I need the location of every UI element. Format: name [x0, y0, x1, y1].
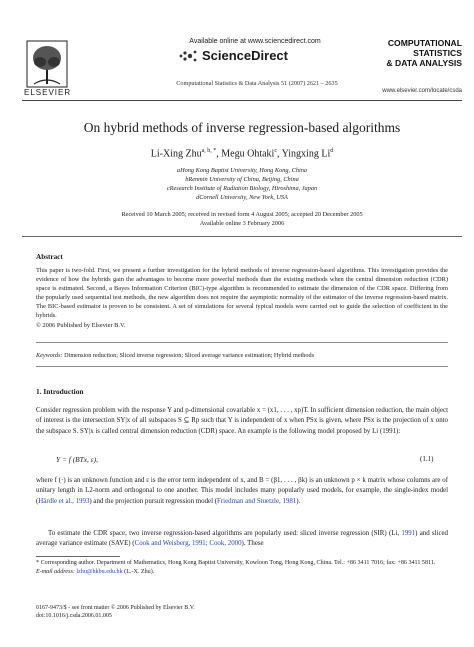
available-online-date: Available online 3 February 2006: [199, 220, 285, 227]
affiliation-d: dCornell University, New York, USA: [196, 194, 288, 201]
author-3-affil: d: [330, 148, 334, 154]
intro-paragraph-1: Consider regression problem with the response Y and p-dimensional covariable x = (x1, . . . , xp)T. In sufficient dimension reduction, the main object of interest is the intersection SY|x of all subspaces S ⊆ Rp such that Y is independent of x when PSx is given, where PSx is the projection of x onto the subspace S. SY|x is called central dimension reduction (CDR) space. An example is the following model proposed by Li (1991):: [36, 407, 448, 435]
footnote: [36, 559, 448, 577]
author-2: , Megu Ohtaki: [216, 148, 275, 160]
affiliation-c: cResearch Institute of Radiation Biology, Hiroshima, Japan: [166, 185, 318, 192]
brand-line-2: STATISTICS: [413, 48, 462, 58]
author-2-affil: c: [274, 148, 277, 154]
author-1-affil: a, b, *: [201, 148, 217, 154]
email-suffix: (L.-X. Zhu).: [122, 568, 155, 575]
available-online-text: Available online at www.sciencedirect.com: [189, 38, 321, 45]
sciencedirect-wordmark: ScienceDirect: [202, 48, 288, 63]
citation-link-hardle[interactable]: Härdle et al., 1993: [38, 497, 90, 505]
citation-link-cook[interactable]: Cook and Weisberg, 1991; Cook, 2000: [134, 540, 242, 548]
journal-brand-title: [362, 38, 462, 68]
abstract-heading: Abstract: [36, 253, 63, 261]
brand-line-3: & DATA ANALYSIS: [386, 58, 462, 68]
p2-text-a: where f (·) is an unknown function and ε is the error term independent of x, and B = (β1, . . . , βk) is an unknown p × k matrix whose columns are of unitary length in L2-norm and orthogonal to one another. This model includes many popularly used models, for example, the single-index model (: [36, 477, 448, 505]
email-line: [36, 568, 448, 577]
journal-url-link[interactable]: www.elsevier.com/locate/csda: [382, 88, 462, 94]
equation-number: (1.1): [420, 455, 434, 463]
p3-text-a: To estimate the CDR space, two inverse regression-based algorithms are popularly used: sliced inverse regression (SIR) (Li,: [48, 530, 402, 537]
section-heading-introduction: 1. Introduction: [36, 387, 84, 396]
intro-paragraph-3: [36, 529, 448, 550]
header-divider: [22, 100, 462, 101]
footnote-divider: [36, 556, 120, 557]
affiliation-b: bRenmin University of China, Beijing, China: [185, 176, 299, 183]
p2-text-c: ).: [296, 497, 301, 505]
abstract-body: [36, 266, 448, 330]
email-label: E-mail address:: [36, 568, 75, 575]
intro-paragraph-2: [36, 476, 448, 507]
keywords-divider: [36, 366, 448, 367]
abstract-copyright: © 2006 Published by Elsevier B.V.: [36, 321, 126, 329]
elsevier-tree-logo: [26, 40, 68, 92]
author-list: [22, 148, 462, 159]
equation-1-1: Y = f (BTx, ε),: [56, 455, 98, 464]
citation-link-friedman[interactable]: Friedman and Stuetzle, 1981: [217, 497, 297, 505]
p3-text-b: ) and sliced average variance estimate (SAVE) (: [36, 530, 449, 548]
author-1: Li-Xing Zhu: [150, 148, 202, 160]
issn-line: 0167-9473/$ - see front matter © 2006 Published by Elsevier B.V.: [36, 605, 195, 611]
doi-line: doi:10.1016/j.csda.2006.01.005: [36, 613, 112, 620]
journal-citation: Computational Statistics & Data Analysis 51 (2007) 2621 – 2635: [176, 80, 338, 87]
publication-meta: [36, 604, 195, 621]
sciencedirect-dots-icon: [178, 49, 200, 63]
keywords-text: Dimension reduction; Sliced inverse regression; Sliced average variance estimation; Hybrid methods: [62, 352, 314, 359]
abstract-bottom-divider: [36, 342, 448, 343]
p2-text-b: ) and the projection pursuit regression model (: [89, 497, 218, 505]
email-link[interactable]: lzhu@hkbu.edu.hk: [76, 568, 123, 575]
p3-text-c: ). These: [241, 540, 264, 548]
brand-line-1: COMPUTATIONAL: [387, 38, 462, 48]
abstract-top-divider: [22, 236, 462, 237]
elsevier-wordmark: ELSEVIER: [24, 88, 72, 97]
received-dates: [22, 210, 462, 228]
received-line: Received 10 March 2005; received in revised form 4 August 2005; accepted 20 December 2005: [121, 211, 363, 218]
article-title: On hybrid methods of inverse regression-based algorithms: [83, 120, 401, 135]
affiliation-a: aHong Kong Baptist University, Hong Kong, China: [176, 167, 308, 174]
author-3: , Yingxing Li: [276, 148, 331, 160]
citation-link-li[interactable]: 1991: [401, 530, 416, 537]
affiliations: [22, 166, 462, 202]
keywords-label: Keywords:: [36, 352, 63, 359]
abstract-text: This paper is two-fold. First, we present a further investigation for the hybrid methods of inverse regression-based algorithms. This investigation provides the evidence of how the hybrids gain the advantages to become more powerful methods than the existing methods when the central dimension reduction (CDR) space is estimated. Second, a Bayes Information Criterion (BIC)-type algorithm is recommended to estimate the dimension of the CDR space. Differing from the popularly used sequential test methods, the new algorithm does not require the asymptotic normality of the estimator of the inverse regression-based matrix. The BIC-based estimator is proven to be consistent. A set of simulations for several typical models were carried out to guide the selection of coefficient in the hybrids.: [36, 267, 448, 320]
corresponding-author-note: * Corresponding author. Department of Mathematics, Hong Kong Baptist University, Kowloon Tong, Hong Kong, China. Tel.: +86 3411 7016; fax: +86 3411 5811.: [36, 560, 436, 566]
keywords: [36, 352, 448, 359]
